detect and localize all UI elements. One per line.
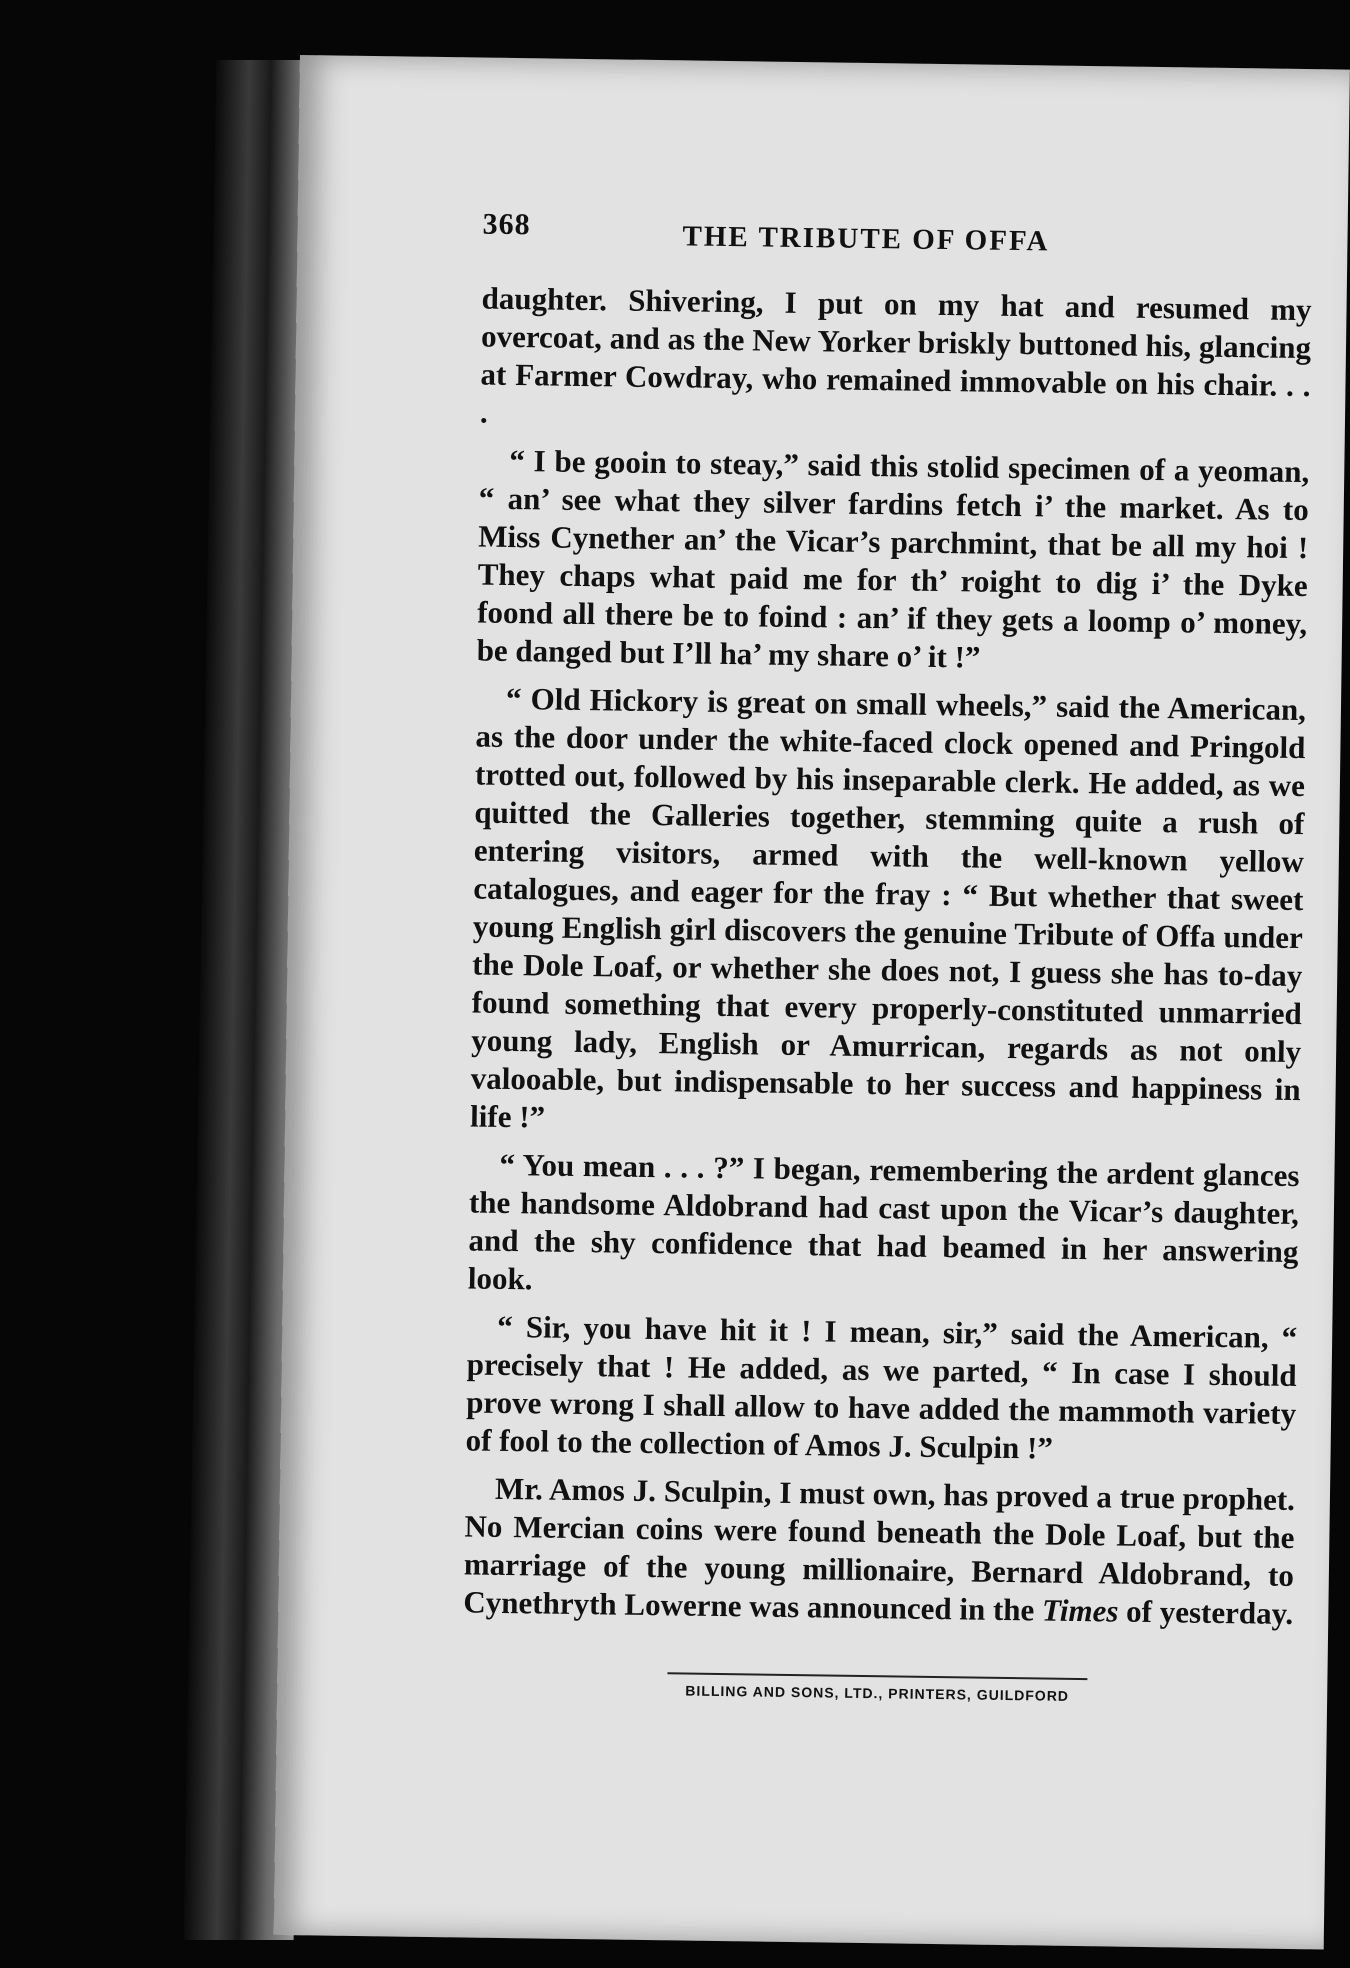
paragraph-tail: of yesterday. — [1118, 1593, 1294, 1632]
book-page — [274, 55, 1350, 1949]
printer-imprint — [462, 1669, 1292, 1707]
paragraph-text: Mr. Amos J. Sculpin, I must own, has proved a true prophet. No Mercian coins were found beneath the Dole Loaf, but the marriage of the young millionaire, Bernard Aldobrand, to Cynethryth Lowerne was announced in the — [463, 1470, 1296, 1628]
running-head-title: THE TRIBUTE OF OFFA — [682, 220, 1050, 258]
page-content — [462, 208, 1313, 1707]
page-number: 368 — [482, 207, 531, 242]
paragraph: daughter. Shivering, I put on my hat and resumed my overcoat, and as the New Yorker briskly buttoned his, glancing at Farmer Cowdray, who remained immovable on his chair. . . . — [479, 280, 1312, 430]
final-paragraph — [463, 1469, 1295, 1633]
body-text — [463, 280, 1312, 1633]
italic-title: Times — [1041, 1592, 1119, 1629]
paragraph: “ You mean . . . ?” I began, remembering the ardent glances the handsome Aldobrand had cast upon the Vicar’s daughter, and the shy confidence that had beamed in her answering look. — [467, 1146, 1300, 1297]
paragraph: “ Sir, you have hit it ! I mean, sir,” said the American, “ precisely that ! He added, as we parted, “ In case I should prove wrong I shall allow to have added the mammoth variety of fool to the collection of Amos J. Sculpin !” — [465, 1308, 1298, 1466]
paragraph: “ I be gooin to steay,” said this stolid specimen of a yeoman, “ an’ see what they silver fardins fetch i’ the market. As to Miss Cynether an’ the Vicar’s parchmint, that be all my hoi ! They chaps what paid me for th’ roight to dig i’ the Dyke foond all there be to foind : an’ if they gets a loomp o’ money, be danged but I’ll ha’ my share o’ it !” — [476, 442, 1310, 675]
imprint-text: BILLING AND SONS, LTD., PRINTERS, GUILDFORD — [685, 1682, 1070, 1704]
running-head — [482, 208, 1313, 280]
imprint-rule — [667, 1672, 1087, 1680]
paragraph: “ Old Hickory is great on small wheels,” said the American, as the door under the white-faced clock opened and Pringold trotted out, followed by his inseparable clerk. He added, as we quitted the Galleries together, stemming quite a rush of entering visitors, armed with the well-known yellow catalogues, and eager for the fray : “ But whether that sweet young English girl discovers the genuine Tribute of Offa under the Dole Loaf, or whether she does not, I guess she has to-day found something that every properly-constituted unmarried young lady, English or Amurrican, regards as not only valooable, but indispensable to her success and happiness in life !” — [469, 680, 1307, 1135]
